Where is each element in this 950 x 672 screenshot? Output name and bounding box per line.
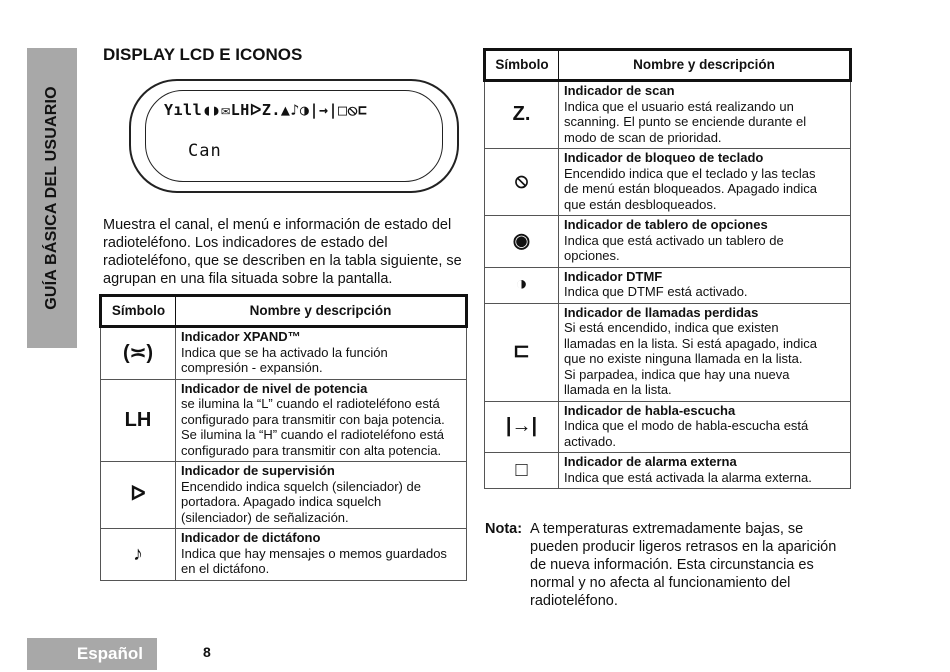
table-row bbox=[101, 462, 467, 529]
row-description: Indica que hay mensajes o memos guardados en el dictáfono. bbox=[181, 545, 447, 576]
name-description-column-header: Nombre y descripción bbox=[559, 50, 851, 81]
external-alarm-icon: □ bbox=[485, 453, 559, 489]
row-name: Indicador de bloqueo de teclado bbox=[564, 150, 764, 165]
row-name: Indicador de alarma externa bbox=[564, 454, 737, 469]
row-name: Indicador de llamadas perdidas bbox=[564, 304, 759, 320]
row-name: Indicador de tablero de opciones bbox=[564, 217, 768, 232]
symbol-column-header: Símbolo bbox=[101, 296, 176, 327]
note-text: A temperaturas extremadamente bajas, se pueden producir ligeros retrasos en la aparición de nueva información. Esta circunstancia es normal y no afecta al funcionamiento del radioteléfono. bbox=[530, 521, 837, 609]
row-description: Indica que el modo de habla-escucha está activado. bbox=[564, 418, 809, 449]
icon-table-right bbox=[483, 48, 852, 489]
lcd-display-illustration bbox=[129, 79, 459, 193]
table-row bbox=[485, 267, 851, 303]
note-label: Nota: bbox=[485, 521, 523, 537]
row-description: Indica que el usuario está realizando un scanning. El punto se enciende durante el modo de scan de prioridad. bbox=[564, 98, 807, 145]
xpand-icon: (≍) bbox=[101, 327, 176, 380]
name-description-column-header: Nombre y descripción bbox=[176, 296, 467, 327]
symbol-column-header: Símbolo bbox=[485, 50, 559, 81]
voice-recorder-icon: ♪ bbox=[101, 529, 176, 581]
missed-call-icon: ⊏ bbox=[485, 303, 559, 401]
page-number: 8 bbox=[203, 644, 211, 660]
row-name: Indicador XPAND™ bbox=[181, 329, 301, 344]
table-row bbox=[101, 529, 467, 581]
side-section-label: GUÍA BÁSICA DEL USUARIO bbox=[43, 86, 60, 310]
table-row bbox=[485, 401, 851, 453]
icon-table-left bbox=[99, 294, 468, 581]
row-description: Encendido indica que el teclado y las teclas de menú están bloqueados. Apagado indica que están desbloqueados. bbox=[564, 165, 817, 212]
table-row bbox=[485, 303, 851, 401]
row-description: Indica que está activado un tablero de opciones. bbox=[564, 232, 784, 263]
intro-paragraph: Muestra el canal, el menú e información de estado del radioteléfono. Los indicadores de estado del radioteléfono, que se describen en la tabla siguiente, se agrupan en una fila situada sobre la pantalla. bbox=[103, 217, 462, 287]
option-board-icon: ◉ bbox=[485, 216, 559, 268]
table-row bbox=[485, 453, 851, 489]
row-name: Indicador de dictáfono bbox=[181, 530, 321, 545]
row-description: Indica que está activada la alarma externa. bbox=[564, 469, 812, 485]
row-description: Si está encendido, indica que existen llamadas en la lista. Si está apagado, indica que no existe ninguna llamada en la lista. Si parpadea, indica que hay una nueva llamada en la lista. bbox=[564, 320, 817, 397]
row-name: Indicador de supervisión bbox=[181, 463, 335, 478]
lcd-channel-text: Can bbox=[188, 141, 222, 161]
section-title: DISPLAY LCD E ICONOS bbox=[103, 45, 303, 64]
scan-icon: Z. bbox=[485, 81, 559, 149]
table-row bbox=[101, 379, 467, 462]
table-row bbox=[485, 149, 851, 216]
language-label: Español bbox=[76, 644, 143, 663]
lcd-status-icons-row: Yıll◖◗✉LHᐅZ.▲♪◑|→|□⦸⊏ bbox=[164, 101, 368, 119]
side-section-tab bbox=[27, 48, 77, 348]
row-description: Indica que se ha activado la función compresión - expansión. bbox=[181, 344, 388, 375]
lcd-screen bbox=[145, 90, 443, 182]
power-level-icon: LH bbox=[101, 379, 176, 462]
table-row bbox=[485, 81, 851, 149]
row-description: Encendido indica squelch (silenciador) de portadora. Apagado indica squelch (silenciador) de señalización. bbox=[181, 478, 421, 525]
row-name: Indicador DTMF bbox=[564, 268, 663, 284]
row-description: Indica que DTMF está activado. bbox=[564, 284, 748, 299]
table-row bbox=[101, 327, 467, 380]
row-name: Indicador de scan bbox=[564, 83, 675, 98]
keypad-lock-icon: ⦸ bbox=[485, 149, 559, 216]
monitor-icon: ᐅ bbox=[101, 462, 176, 529]
dtmf-icon: ◑ bbox=[485, 267, 559, 303]
language-tab bbox=[27, 638, 157, 670]
table-row bbox=[485, 216, 851, 268]
row-name: Indicador de nivel de potencia bbox=[181, 380, 368, 396]
row-name: Indicador de habla-escucha bbox=[564, 402, 736, 418]
row-description: se ilumina la “L” cuando el radioteléfono está configurado para transmitir con baja potencia. Se ilumina la “H” cuando el radioteléfono está configurado para transmitir con alta potencia. bbox=[181, 396, 445, 458]
talkaround-icon: |→| bbox=[485, 401, 559, 453]
